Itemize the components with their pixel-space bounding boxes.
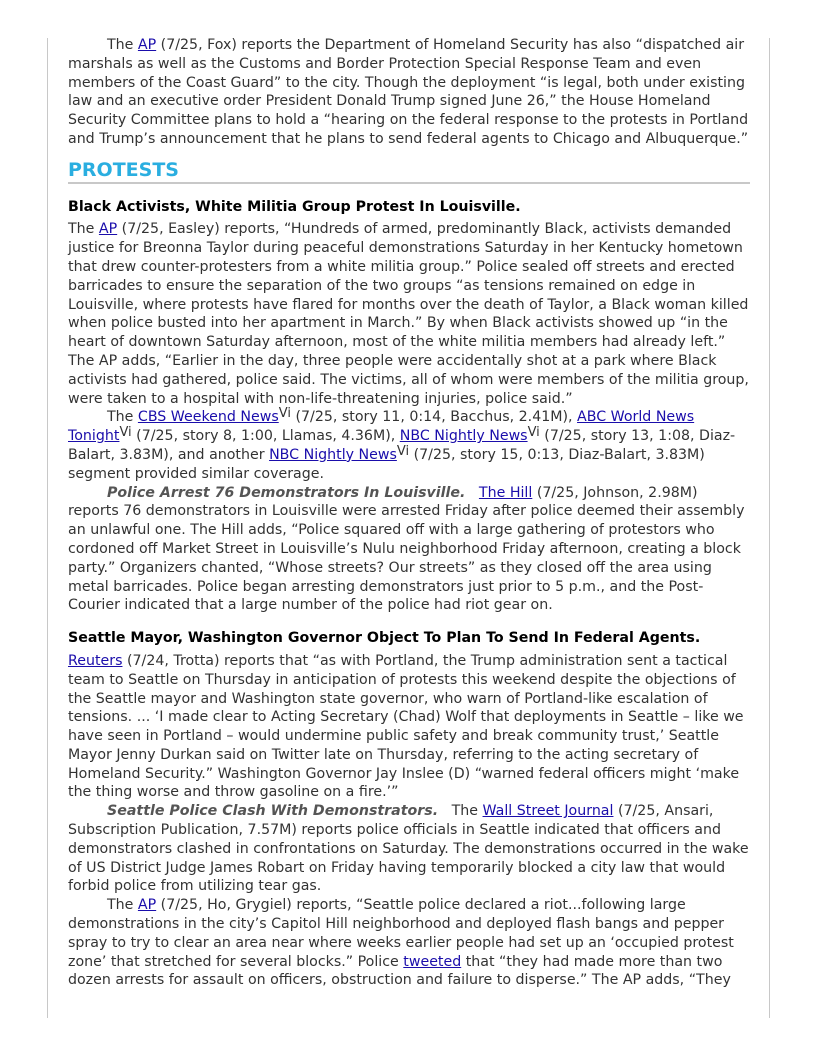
newsletter-content [68,36,750,990]
seattle-paragraph-2 [68,802,750,896]
intro-paragraph [68,36,750,149]
video-indicator: Vi [527,425,540,441]
ap-link[interactable]: AP [98,221,118,238]
reuters-link[interactable]: Reuters [68,652,123,669]
ap-link[interactable]: AP [137,37,157,53]
abc-world-news-link[interactable]: ABC World News Tonight [68,409,695,445]
nbc-nightly-news-link-2[interactable]: NBC Nightly News [269,446,397,463]
text: The [68,221,99,238]
video-indicator: Vi [396,443,410,459]
louisville-paragraph-1 [68,220,750,408]
seattle-paragraph-3 [68,896,750,990]
text: (7/25, Fox) reports the Department of Homeland Security has also “dispatched air marshals as well as the Customs and Border Protection Special Response Team and even members of the Coast Guard” to the city. Though the deployment “is legal, both under existing law and an executive order President Donald Trump signed June 26,” the House Homeland Security Committee plans to hold a “hearing on the federal response to the protests in Portland and Trump’s announcement that he plans to send federal agents to Chicago and Albuquerque.” [68,37,749,147]
text: (7/25, story 13, 1:08, Diaz-Balart, 3.83M), and another [68,428,736,463]
louisville-paragraph-3 [68,484,750,616]
video-indicator: Vi [278,406,291,422]
article-headline-seattle: Seattle Mayor, Washington Governor Object To Plan To Send In Federal Agents. [68,630,701,647]
seattle-paragraph-1 [68,652,750,802]
text: The [107,37,138,53]
subheadline: Seattle Police Clash With Demonstrators. [107,803,439,820]
text: (7/25, story 11, 0:14, Bacchus, 2.41M), [290,409,578,426]
text: (7/25, Johnson, 2.98M) reports 76 demonstrators in Louisville were arrested Friday after police deemed their assembly an unlawful one. The Hill adds, “Police squared off with a large gathering of protestors who cordoned off Market Street in Louisville’s Nulu neighborhood Friday afternoon, creating a block party.” Organizers chanted, “Whose streets? Our streets” as they closed off the area using metal barricades. Police began arresting demonstrators just prior to 5 p.m., and the Post-Courier indicated that a large number of the police had riot gear on. [68,484,745,614]
text: (7/25, story 8, 1:00, Llamas, 4.36M), [131,428,400,445]
text: The [107,409,138,426]
text: (7/25, Ho, Grygiel) reports, “Seattle police declared a riot...following large demonstrations in the city’s Capitol Hill neighborhood and deployed flash bangs and pepper spray to try to clear an area near where weeks earlier people had set up an ‘occupied protest zone’ that stretched for several blocks.” Police [68,897,734,970]
the-hill-link[interactable]: The Hill [478,484,533,501]
text [465,485,479,501]
text: (7/25, story 15, 0:13, Diaz-Balart, 3.83M) segment provided similar coverage. [68,446,705,482]
text: (7/25, Ansari, Subscription Publication, 7.57M) reports police officials in Seattle indicated that officers and demonstrators clashed in confrontations on Saturday. The demonstrations occurred in the wake of US District Judge James Robart on Friday having temporarily blocked a city law that would forbid police from utilizing tear gas. [68,803,749,895]
text: that “they had made more than two dozen arrests for assault on officers, obstruction and failure to disperse.” The AP adds, “They [68,953,731,989]
text: The [107,897,138,914]
cbs-weekend-news-link[interactable]: CBS Weekend News [137,409,279,426]
wall-street-journal-link[interactable]: Wall Street Journal [482,803,614,820]
tweeted-link[interactable]: tweeted [403,953,462,970]
text: (7/25, Easley) reports, “Hundreds of armed, predominantly Black, activists demanded justice for Breonna Taylor during peaceful demonstrations Saturday in her Kentucky hometown that drew counter-protesters from a white militia group.” Police sealed off streets and erected barricades to ensure the separation of the two groups “as tensions remained on edge in Louisville, where protests have flared for months over the death of Taylor, a Black woman killed when police busted into her apartment in March.” By when Black activists showed up “in the heart of downtown Saturday afternoon, most of the white militia members had already left.” The AP adds, “Earlier in the day, three people were accidentally shot at a park where Black activists had gathered, police said. The victims, all of whom were members of the militia group, were taken to a hospital with non-life-threatening injuries, police said.” [68,221,749,407]
section-heading-protests: PROTESTS [68,161,750,184]
article-headline-louisville: Black Activists, White Militia Group Protest In Louisville. [68,198,521,215]
nbc-nightly-news-link[interactable]: NBC Nightly News [399,428,528,445]
ap-link[interactable]: AP [137,897,157,914]
text: (7/24, Trotta) reports that “as with Portland, the Trump administration sent a tactical team to Seattle on Thursday in anticipation of protests this weekend despite the objections of the Seattle mayor and Washington state governor, who warn of Portland-like escalation of tensions. ... ‘I made clear to Acting Secretary (Chad) Wolf that deployments in Seattle – like we have seen in Portland – would undermine public safety and break community trust,’ Seattle Mayor Jenny Durkan said on Twitter late on Thursday, referring to the acting secretary of Homeland Security.” Washington Governor Jay Inslee (D) “warned federal officers might ‘make the thing worse and throw gasoline on a fire.’” [68,652,744,801]
subheadline: Police Arrest 76 Demonstrators In Louisville. [107,484,466,501]
video-indicator: Vi [119,425,132,441]
text: The [438,803,483,820]
louisville-paragraph-2 [68,408,750,483]
